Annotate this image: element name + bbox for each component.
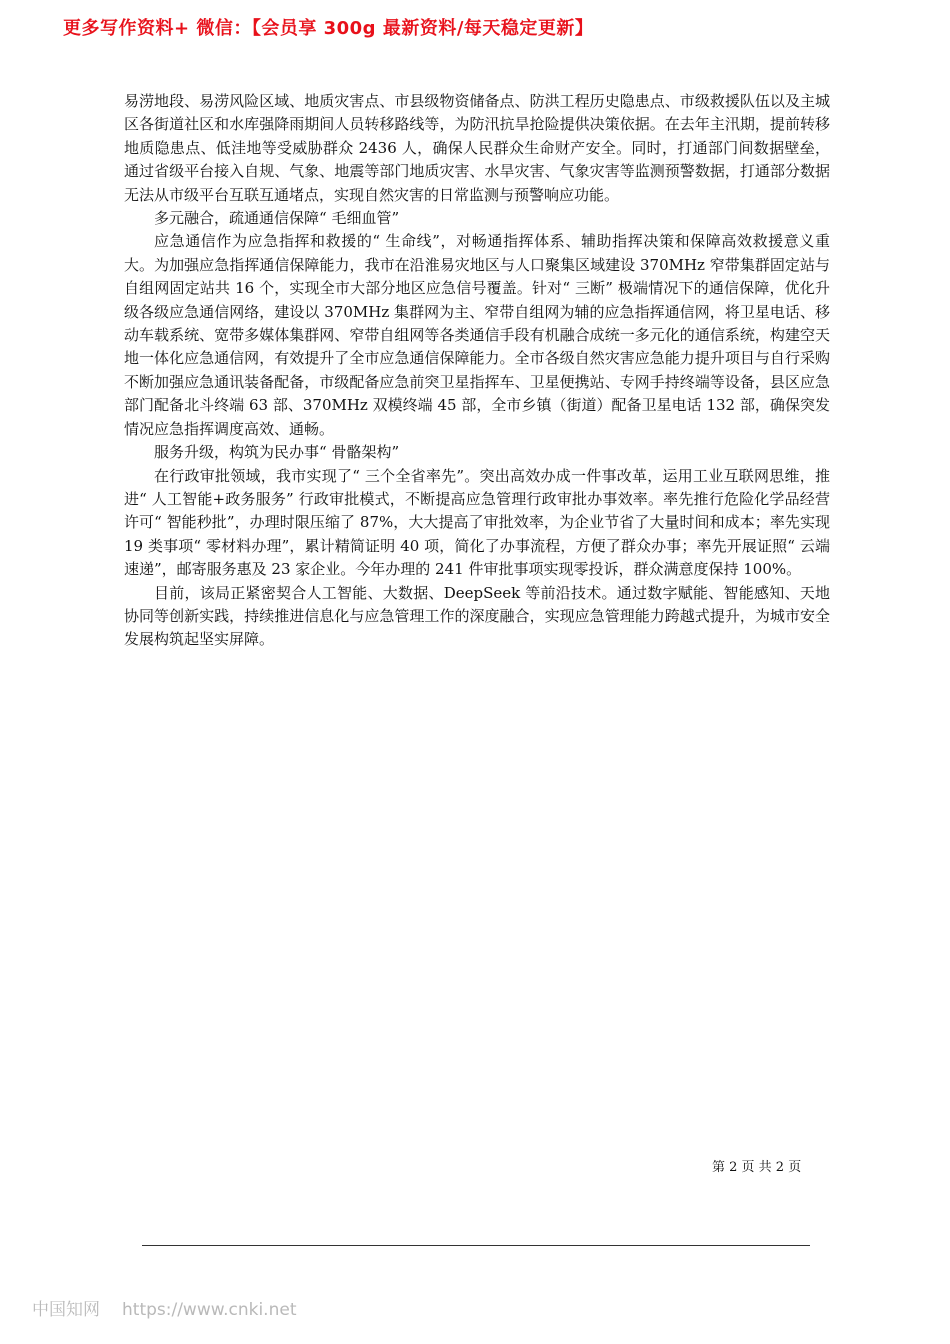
page-number: 第 2 页 共 2 页 [712,1160,802,1175]
paragraph-administrative-approval: 在行政审批领域，我市实现了“ 三个全省率先”。突出高效办成一件事改革，运用工业互联网思维，推进“ 人工智能+政务服务” 行政审批模式，不断提高应急管理行政审批办事效率。率先推行危险化学品经营许可“ 智能秒批”，办理时限压缩了 87%，大大提高了审批效率，为企业节省了大量时间和成本；率先实现 19 类事项“ 零材料办理”，累计精简证明 40 项，简化了办事流程，方便了群众办事；率先开展证照“ 云端速递”，邮寄服务惠及 23 家企业。今年办理的 241 件审批事项实现零投诉，群众满意度保持 100%。 [124,466,830,579]
paragraph-flood-data: 易涝地段、易涝风险区域、地质灾害点、市县级物资储备点、防洪工程历史隐患点、市级救援队伍以及主城区各街道社区和水库强降雨期间人员转移路线等，为防汛抗旱抢险提供决策依据。在去年主汛期，提前转移地质隐患点、低洼地等受威胁群众 2436 人，确保人民群众生命财产安全。同时，打通部门间数据壁垒，通过省级平台接入自规、气象、地震等部门地质灾害、水旱灾害、气象灾害等监测预警数据，打通部分数据无法从市级平台互联互通堵点，实现自然灾害的日常监测与预警响应功能。 [124,92,830,204]
watermark-brand: 中国知网 [32,1300,100,1320]
section-heading-communications: 多元融合，疏通通信保障“ 毛细血管” [154,209,400,228]
watermark-url: https://www.cnki.net [122,1300,297,1320]
paragraph-communications: 应急通信作为应急指挥和救援的“ 生命线”，对畅通指挥体系、辅助指挥决策和保障高效救援意义重大。为加强应急指挥通信保障能力，我市在沿淮易灾地区与人口聚集区域建设 370MHz 窄带集群固定站与自组网固定站共 16 个，实现全市大部分地区应急信号覆盖。针对“ 三断” 极端情况下的通信保障，优化升级各级应急通信网络，建设以 370MHz 集群网为主、窄带自组网为辅的应急指挥通信网，将卫星电话、移动车载系统、宽带多媒体集群网、窄带自组网等各类通信手段有机融合成统一多元化的通信系统，构建空天地一体化应急通信网，有效提升了全市应急通信保障能力。全市各级自然灾害应急能力提升项目与自行采购不断加强应急通讯装备配备，市级配备应急前突卫星指挥车、卫星便携站、专网手持终端等设备，县区应急部门配备北斗终端 63 部、370MHz 双模终端 45 部，全市乡镇（街道）配备卫星电话 132 部，确保突发情况应急指挥调度高效、通畅。 [124,232,830,438]
footer-divider [142,1245,810,1246]
paragraph-conclusion: 目前，该局正紧密契合人工智能、大数据、DeepSeek 等前沿技术。通过数字赋能、智能感知、天地协同等创新实践，持续推进信息化与应急管理工作的深度融合，实现应急管理能力跨越式提升，为城市安全发展构筑起坚实屏障。 [124,583,830,649]
document-body [124,90,830,652]
section-heading-services: 服务升级，构筑为民办事“ 骨骼架构” [154,443,400,462]
promo-banner: 更多写作资料+ 微信：【会员享 300g 最新资料/每天稳定更新】 [63,18,594,39]
cnki-watermark [32,1295,296,1320]
